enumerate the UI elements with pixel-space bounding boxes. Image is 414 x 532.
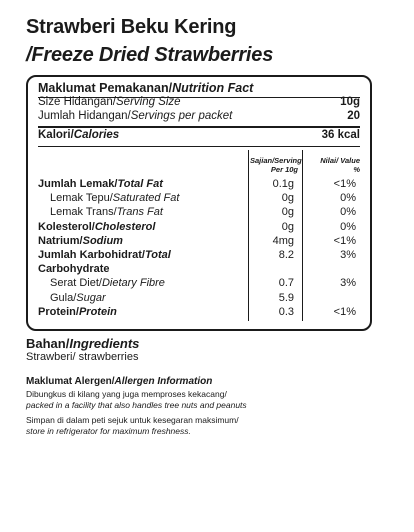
nutrient-label: Jumlah Karbohidrat/Total <box>38 249 171 261</box>
servings-per-packet-row: Jumlah Hidangan/Servings per packet 20 <box>38 110 360 122</box>
nutrient-amount: 0.1g <box>272 178 294 190</box>
nutrient-percent: 0% <box>340 192 356 205</box>
product-title-english: /Freeze Dried Strawberries <box>26 44 274 66</box>
column-separator <box>302 150 303 321</box>
nutrient-label: Lemak Trans/Trans Fat <box>50 206 163 219</box>
nutrient-label: Carbohydrate <box>38 263 110 276</box>
allergen-line: packed in a facility that also handles tree nuts and peanuts <box>26 400 247 410</box>
nutrient-amount: 4mg <box>272 234 294 247</box>
calories-row: Kalori/Calories 36 kcal <box>38 129 360 141</box>
nutrition-facts-panel <box>26 75 372 331</box>
allergen-heading: Maklumat Alergen/Allergen Information <box>26 376 213 387</box>
storage-line: store in refrigerator for maximum freshness. <box>26 426 191 436</box>
servings-value: 20 <box>347 110 360 122</box>
nutrient-label: Jumlah Lemak/Total Fat <box>38 178 163 190</box>
nutrient-amount: 0g <box>281 192 294 205</box>
ingredients-heading: Bahan/Ingredients <box>26 336 140 351</box>
nutrient-label: Natrium/Sodium <box>38 234 123 247</box>
nutrient-amount: 5.9 <box>278 291 294 304</box>
nutrient-amount: 0.3 <box>278 305 294 318</box>
nutrient-amount: 0.7 <box>278 277 294 290</box>
storage-line: Simpan di dalam peti sejuk untuk kesegaran maksimum/ <box>26 415 239 425</box>
nutrient-label: Gula/Sugar <box>50 291 106 304</box>
column-separator <box>248 150 249 321</box>
product-title-malay: Strawberi Beku Kering <box>26 16 237 38</box>
allergen-line: Dibungkus di kilang yang juga memproses kekacang/ <box>26 389 227 399</box>
nutrient-percent: 0% <box>340 220 356 233</box>
nutrient-percent: 3% <box>340 249 356 261</box>
nutrient-percent: 0% <box>340 206 356 219</box>
divider <box>38 146 360 147</box>
divider-thick <box>38 126 360 128</box>
nutrient-label: Serat Diet/Dietary Fibre <box>50 277 165 290</box>
nutrient-percent: <1% <box>333 234 356 247</box>
nutrient-amount: 8.2 <box>278 249 294 261</box>
value-percent-header: Nilai/ Value % <box>320 156 360 174</box>
calories-value: 36 kcal <box>321 129 360 141</box>
serving-size-row: Size Hidangan/Serving Size 10g <box>38 96 360 108</box>
nutrient-amount: 0g <box>281 206 294 219</box>
nutrient-amount: 0g <box>281 220 294 233</box>
nutrient-label: Kolesterol/Cholesterol <box>38 220 156 233</box>
serving-size-value: 10g <box>340 96 360 108</box>
nutrition-heading: Maklumat Pemakanan/Nutrition Fact <box>38 81 254 95</box>
nutrient-label: Lemak Tepu/Saturated Fat <box>50 192 180 205</box>
nutrient-percent: <1% <box>333 305 356 318</box>
nutrient-percent: <1% <box>333 178 356 190</box>
per-serving-header: Sajian/Serving Per 10g <box>250 156 302 174</box>
nutrient-percent: 3% <box>340 277 356 290</box>
ingredients-text: Strawberi/ strawberries <box>26 351 139 363</box>
nutrient-label: Protein/Protein <box>38 305 117 318</box>
